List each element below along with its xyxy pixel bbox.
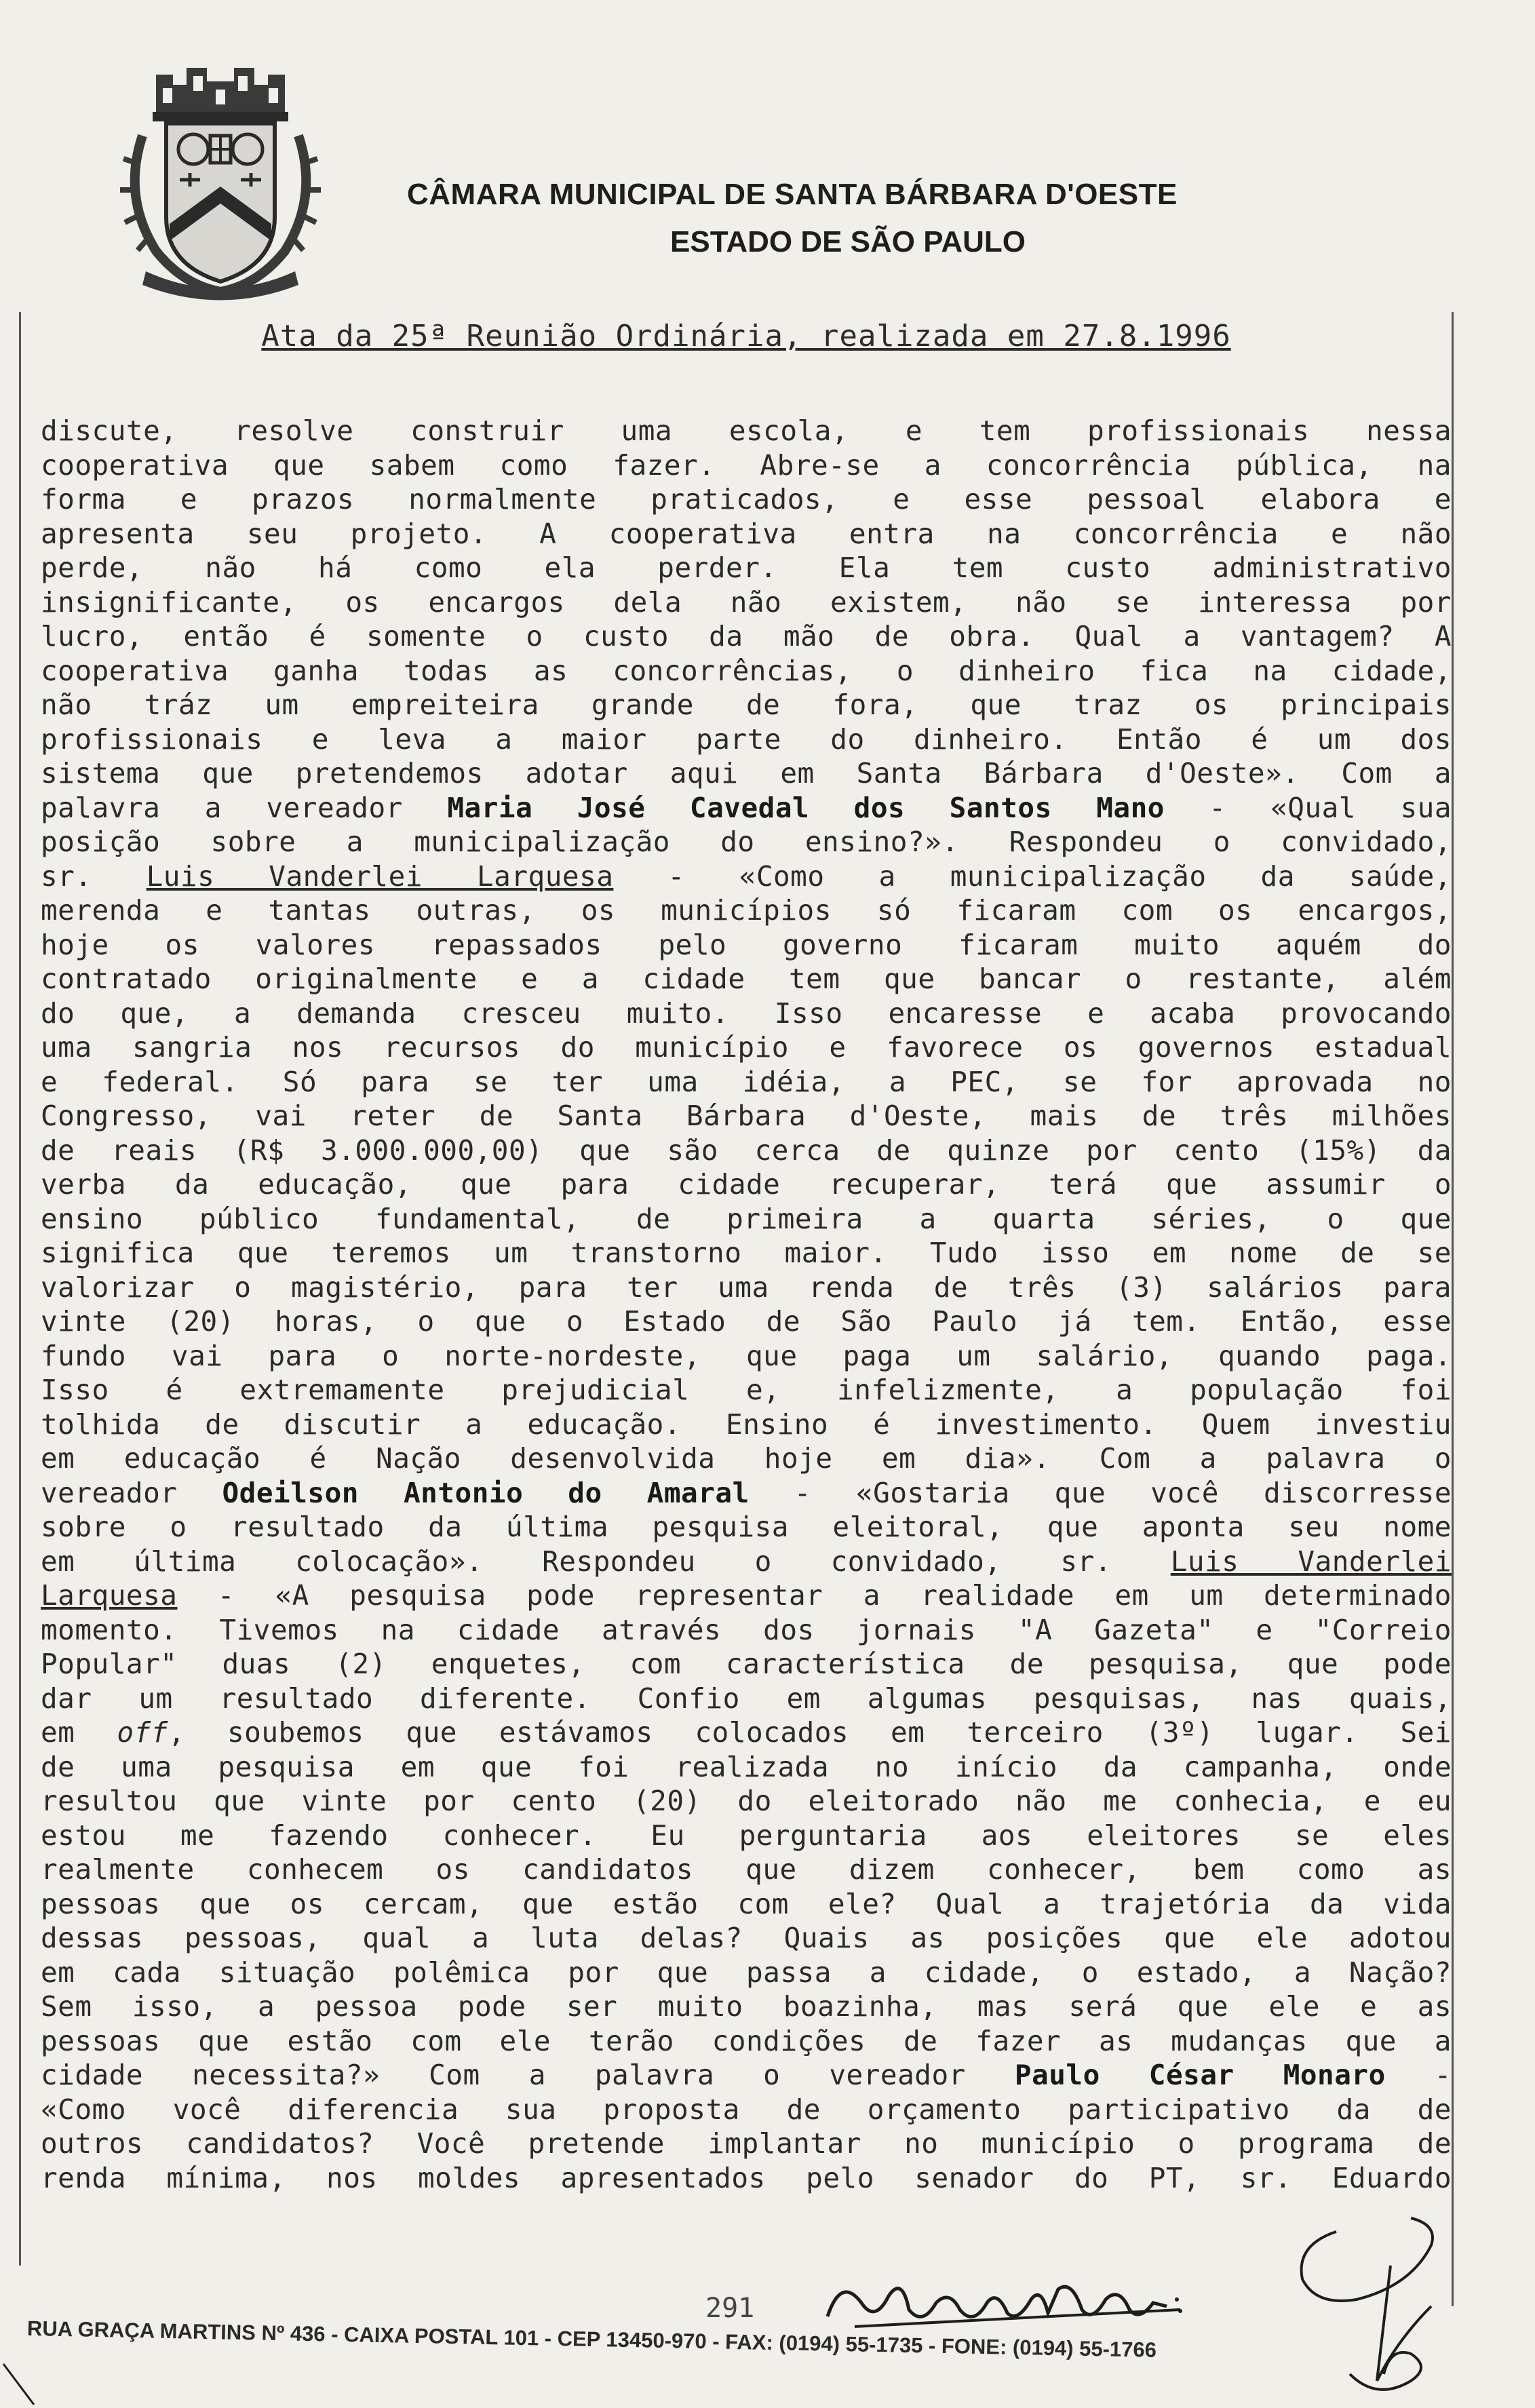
text-line: hoje os valores repassados pelo governo ficaram muito aquém do xyxy=(41,928,1452,961)
page-number: 291 xyxy=(705,2293,755,2324)
text-line: e federal. Só para se ter uma idéia, a PEC, se for aprovada no xyxy=(41,1065,1452,1098)
municipal-coat-of-arms xyxy=(115,47,326,305)
text-line: cooperativa ganha todas as concorrências, o dinheiro fica na cidade, xyxy=(41,654,1452,687)
text-line: de reais (R$ 3.000.000,00) que são cerca de quinze por cento (15%) da xyxy=(41,1133,1452,1167)
text-line: outros candidatos? Você pretende implantar no município o programa de xyxy=(41,2127,1452,2160)
organization-name: CÂMARA MUNICIPAL DE SANTA BÁRBARA D'OESTE xyxy=(407,178,1178,211)
text-line: sobre o resultado da última pesquisa eleitoral, que aponta seu nome xyxy=(41,1511,1452,1543)
text-line: contratado originalmente e a cidade tem que bancar o restante, além xyxy=(41,963,1452,995)
text-run: vereador xyxy=(41,1476,222,1509)
text-line: estou me fazendo conhecer. Eu perguntaria aos eleitores se eles xyxy=(41,1819,1452,1852)
text-line: cooperativa que sabem como fazer. Abre-se a concorrência pública, na xyxy=(41,448,1452,482)
text-line: merenda e tantas outras, os municípios só ficaram com os encargos, xyxy=(41,894,1452,927)
text-line: perde, não há como ela perder. Ela tem custo administrativo xyxy=(41,551,1452,584)
text-line: em cada situação polêmica por que passa a cidade, o estado, a Nação? xyxy=(41,1956,1452,1989)
text-run: - «Qual sua xyxy=(1164,791,1452,824)
text-line: dessas pessoas, qual a luta delas? Quais as posições que ele adotou xyxy=(41,1922,1452,1954)
text-line: realmente conhecem os candidatos que dizem conhecer, bem como as xyxy=(41,1853,1452,1886)
text-line: Sem isso, a pessoa pode ser muito boazinha, mas será que ele e as xyxy=(41,1990,1452,2023)
signature-initials xyxy=(814,2262,1194,2344)
italic-term: off xyxy=(117,1716,168,1749)
text-line xyxy=(41,2058,1452,2093)
text-line xyxy=(41,1578,1452,1613)
text-line: momento. Tivemos na cidade através dos jornais "A Gazeta" e "Correio xyxy=(41,1613,1452,1646)
text-line xyxy=(41,1476,1452,1511)
text-line: fundo vai para o norte-nordeste, que paga um salário, quando paga. xyxy=(41,1339,1452,1372)
text-line: de uma pesquisa em que foi realizada no início da campanha, onde xyxy=(41,1750,1452,1783)
text-line: «Como você diferencia sua proposta de orçamento participativo da de xyxy=(41,2093,1452,2126)
text-line: resultou que vinte por cento (20) do eleitorado não me conhecia, e eu xyxy=(41,1785,1452,1817)
text-run: - «Gostaria que você discorresse xyxy=(749,1476,1452,1509)
text-line: do que, a demanda cresceu muito. Isso encaresse e acaba provocando xyxy=(41,996,1452,1030)
footer-address: RUA GRAÇA MARTINS Nº 436 - CAIXA POSTAL 101 - CEP 13450-970 - FAX: (0194) 55-1735 - FONE: (0194) 55-1766 xyxy=(26,2316,1157,2362)
minutes-title: Ata da 25ª Reunião Ordinária, realizada em 27.8.1996 xyxy=(261,319,1231,353)
text-run: - «A pesquisa pode representar a realidade em um determinado xyxy=(177,1579,1452,1612)
signature-mark xyxy=(1275,2205,1499,2408)
text-line: em educação é Nação desenvolvida hoje em dia». Com a palavra o xyxy=(41,1442,1452,1475)
text-line: Isso é extremamente prejudicial e, infelizmente, a população foi xyxy=(41,1374,1452,1406)
text-run: em última colocação». Respondeu o convidado, sr. xyxy=(41,1545,1171,1578)
text-run: sr. xyxy=(41,859,147,893)
text-line: ensino público fundamental, de primeira a quarta séries, o que xyxy=(41,1202,1452,1235)
text-line: Popular" duas (2) enquetes, com característica de pesquisa, que pode xyxy=(41,1648,1452,1680)
guest-name: Larquesa xyxy=(41,1579,178,1612)
text-line: verba da educação, que para cidade recuperar, terá que assumir o xyxy=(41,1168,1452,1201)
text-line: posição sobre a municipalização do ensino?». Respondeu o convidado, xyxy=(41,826,1452,858)
text-line: Congresso, vai reter de Santa Bárbara d'Oeste, mais de três milhões xyxy=(41,1100,1452,1132)
text-line: lucro, então é somente o custo da mão de obra. Qual a vantagem? A xyxy=(41,620,1452,653)
text-line xyxy=(41,859,1452,894)
text-line: sistema que pretendemos adotar aqui em Santa Bárbara d'Oeste». Com a xyxy=(41,757,1452,790)
text-run: em xyxy=(41,1716,117,1749)
text-run: - xyxy=(1385,2059,1452,2091)
text-line xyxy=(41,1715,1452,1750)
text-line: profissionais e leva a maior parte do dinheiro. Então é um dos xyxy=(41,722,1452,756)
text-line: renda mínima, nos moldes apresentados pelo senador do PT, sr. Eduardo xyxy=(41,2161,1452,2194)
guest-name: Luis Vanderlei xyxy=(1170,1545,1452,1578)
text-line xyxy=(41,1545,1452,1579)
text-run: - «Como a municipalização da saúde, xyxy=(613,859,1452,893)
text-line: significa que teremos um transtorno maior. Tudo isso em nome de se xyxy=(41,1237,1452,1269)
text-line: vinte (20) horas, o que o Estado de São Paulo já tem. Então, esse xyxy=(41,1305,1452,1338)
organization-state: ESTADO DE SÃO PAULO xyxy=(670,225,1026,258)
text-line: discute, resolve construir uma escola, e tem profissionais nessa xyxy=(41,414,1452,447)
text-line: forma e prazos normalmente praticados, e esse pessoal elabora e xyxy=(41,483,1452,516)
text-line: pessoas que estão com ele terão condições de fazer as mudanças que a xyxy=(41,2024,1452,2057)
minutes-body xyxy=(41,414,1452,2195)
text-line: tolhida de discutir a educação. Ensino é investimento. Quem investiu xyxy=(41,1407,1452,1441)
speaker-name: Maria José Cavedal dos Santos Mano xyxy=(447,791,1165,824)
text-line: uma sangria nos recursos do município e favorece os governos estadual xyxy=(41,1031,1452,1064)
text-line: apresenta seu projeto. A cooperativa entra na concorrência e não xyxy=(41,517,1452,550)
speaker-name: Paulo César Monaro xyxy=(1014,2059,1386,2091)
margin-pen-stroke xyxy=(0,2357,41,2408)
right-margin-line xyxy=(1452,312,1454,2306)
speaker-name: Odeilson Antonio do Amaral xyxy=(222,1476,750,1509)
text-run: palavra a vereador xyxy=(41,791,448,824)
text-line: dar um resultado diferente. Confio em algumas pesquisas, nas quais, xyxy=(41,1682,1452,1715)
text-line xyxy=(41,791,1452,826)
text-line: insignificante, os encargos dela não existem, não se interessa por xyxy=(41,585,1452,619)
text-run: , soubemos que estávamos colocados em terceiro (3º) lugar. Sei xyxy=(168,1716,1452,1749)
text-line: não tráz um empreiteira grande de fora, que traz os principais xyxy=(41,688,1452,721)
left-margin-line xyxy=(19,312,21,2266)
text-line: pessoas que os cercam, que estão com ele? Qual a trajetória da vida xyxy=(41,1887,1452,1920)
text-line: valorizar o magistério, para ter uma renda de três (3) salários para xyxy=(41,1270,1452,1304)
text-run: cidade necessita?» Com a palavra o vereador xyxy=(41,2059,1015,2091)
guest-name: Luis Vanderlei Larquesa xyxy=(146,859,614,893)
